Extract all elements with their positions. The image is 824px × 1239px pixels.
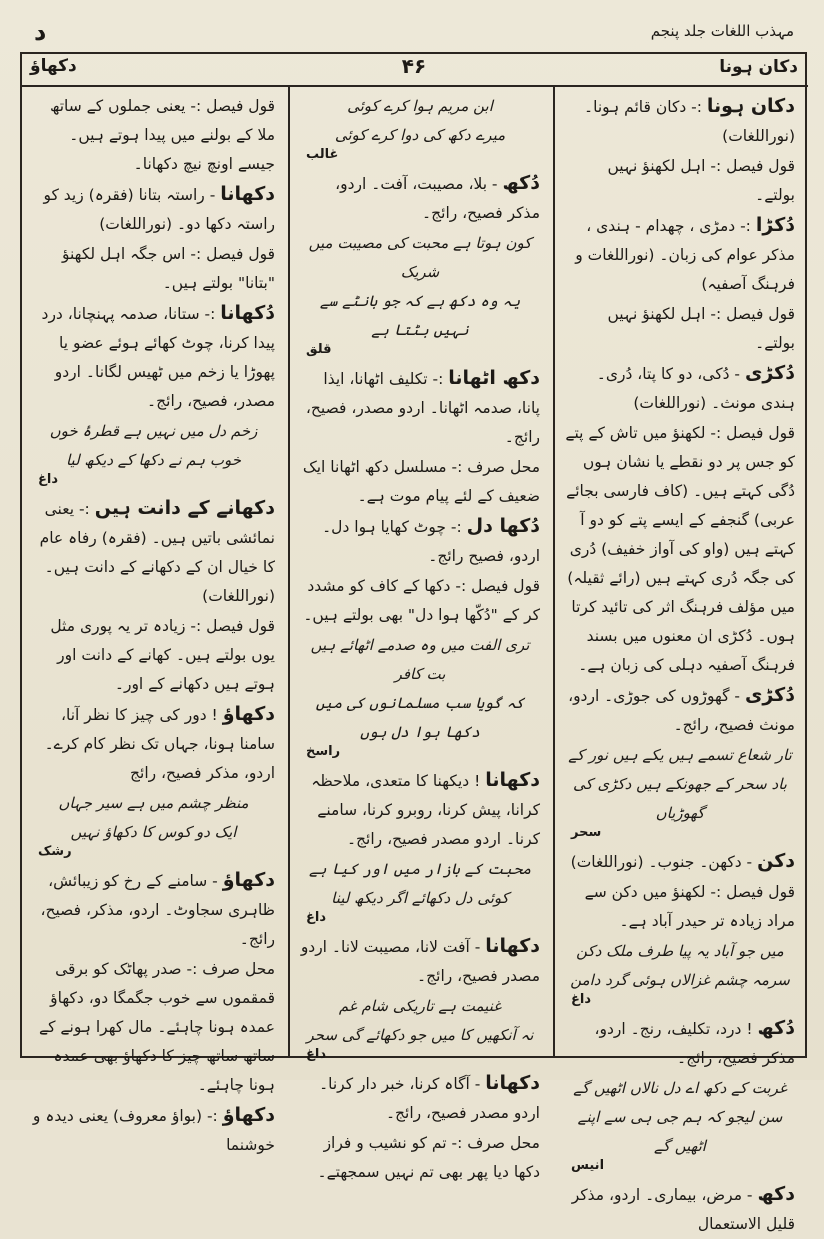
headword: دکان ہونا — [706, 95, 795, 117]
series-title: مہذب اللغات جلد پنجم — [650, 22, 794, 40]
running-header — [20, 54, 808, 84]
headword: دکھاؤ — [222, 1104, 275, 1126]
definition: :- یعنی نمائشی باتیں ہیں۔ (فقرہ) رفاہ عام کا خیال ان کے دکھانے کے دانت ہیں۔ (نوراللغات) — [39, 500, 275, 605]
verse-line: تری الفت میں وہ صدمے اٹھائے ہیں بت کافر — [310, 636, 530, 683]
poet-name: انیس — [571, 1158, 605, 1173]
dictionary-entry — [300, 1069, 540, 1128]
definition: ! دیکھنا کا متعدی، ملاحظہ کرانا، پیش کرنا، روبرو کرنا، سامنے کرنا۔ اردو مصدر فصیح، رائج۔ — [311, 772, 540, 848]
verse-line: کہ گویا سب مسلمانوں کی میں دکھا ہوا دل ہوں — [315, 694, 525, 741]
dictionary-entry — [300, 932, 540, 991]
dictionary-entry — [565, 847, 795, 877]
headword: دکن — [757, 850, 795, 872]
headword: دُکھا دل — [466, 515, 540, 537]
dictionary-entry — [32, 866, 275, 954]
poet-name: راسخ — [306, 744, 341, 759]
top-strip — [20, 18, 804, 50]
note-text: قول فیصل :- زیادہ تر یہ پوری مثل یوں بولتے ہیں۔ کھانے کے دانت اور ہوتے ہیں دکھانے کے اور۔ — [50, 617, 275, 693]
dictionary-entry — [565, 681, 795, 740]
headword: دکھاؤ — [222, 703, 275, 725]
verse-line: زخم دل میں نہیں ہے قطرۂ خوں — [49, 422, 258, 440]
verse-line: تار شعاع تسمے ہیں یکے ہیں نور کے — [568, 746, 792, 764]
dictionary-entry — [32, 1101, 275, 1160]
poet-name: داغ — [306, 1047, 327, 1062]
headword: دکھانا — [220, 183, 275, 205]
verse-line: خوب ہم نے دکھا کے دیکھ لیا — [65, 451, 241, 469]
poet-name: قلق — [306, 342, 332, 357]
poet-name: داغ — [306, 910, 327, 925]
note-text: قول فیصل :- یعنی جملوں کے ساتھ ملا کے بولنے میں پیدا ہوتے ہیں۔ جیسے اونچ نیچ دکھانا۔ — [49, 97, 275, 173]
poet-name: غالب — [306, 147, 339, 162]
note-text: محل صرف :- تم کو نشیب و فراز دکھا دیا پھر بھی تم نہیں سمجھتے۔ — [317, 1134, 540, 1181]
column-right — [555, 88, 807, 1233]
definition: :- دمڑی ، چھدام - ہندی ، مذکر عوام کی زبان۔ (نوراللغات و فرہنگ آصفیہ) — [575, 217, 795, 293]
definition: - گھوڑوں کی جوڑی۔ اردو، مونث فصیح، رائج۔ — [568, 687, 795, 734]
headword: دکھانا — [485, 935, 540, 957]
headword: دُکھ — [502, 172, 540, 194]
page-letter: د — [34, 18, 47, 46]
dictionary-entry — [565, 1180, 795, 1239]
definition: - دکھن۔ جنوب۔ (نوراللغات) — [570, 853, 753, 871]
dictionary-entry — [565, 1014, 795, 1073]
headword: دکھانا — [485, 1072, 540, 1094]
dictionary-entry — [32, 180, 275, 239]
definition: :- ستانا، صدمہ پہنچانا، درد پیدا کرنا، چوٹ کھائے ہوئے عضو یا پھوڑا یا زخم میں ٹھیس لگانا۔ اردو مصدر، فصیح، رائج۔ — [41, 305, 275, 410]
dictionary-entry — [565, 211, 795, 299]
definition: - راستہ بتانا (فقرہ) زید کو راستہ دکھا دو۔ (نوراللغات) — [43, 186, 275, 233]
headword: دکھ — [757, 1183, 795, 1205]
dictionary-entry — [300, 364, 540, 452]
poet-name: داغ — [571, 992, 592, 1007]
definition: :- دکان قائم ہونا۔ (نوراللغات) — [584, 98, 795, 145]
verse-line: سرمہ چشم غزالاں ہوئی گرد دامن — [570, 971, 790, 989]
verse-line: نہ آنکھیں کا میں جو دکھائے گی سحر — [306, 1026, 534, 1044]
dictionary-entry — [32, 299, 275, 416]
note-text: محل صرف :- مسلسل دکھ اٹھانا ایک ضعیف کے لئے پیام موت ہے۔ — [302, 458, 540, 505]
headword: دکھانا — [485, 769, 540, 791]
poet-name: سحر — [571, 825, 602, 840]
dictionary-entry — [300, 169, 540, 228]
verse-line: ایک دو کوس کا دکھاؤ نہیں — [70, 823, 237, 841]
verse-line: میں جو آباد یہ پیا طرف ملک دکن — [576, 942, 784, 960]
dictionary-entry — [32, 494, 275, 611]
right-catchword: دکان ہونا — [719, 57, 798, 77]
headword: دُکڑی — [744, 362, 795, 384]
headword: دُکڑی — [744, 684, 795, 706]
note-text: قول فیصل :- لکھنؤ میں تاش کے پتے کو جس پر دو نقطے یا نشان ہوں دُگی کہتے ہیں۔ (کاف فارسی بجائے عربی) گنجفے کے ایسے پتے کو دو آ کہتے ہیں (واو کی آواز خفیف) دُری کی جگہ دُری کہتے ہیں (رائے ثقیلہ) میں مؤلف فرہنگ اثر کی تائید کرتا ہوں۔ دُکڑی ان معنوں میں بسند فرہنگ آصفیہ دہلی کی زبان ہے۔ — [565, 424, 795, 674]
verse-line: منظر چشم میں ہے سیر جہاں — [58, 794, 249, 812]
dictionary-entry — [565, 359, 795, 418]
note-text: قول فیصل :- دکھا کے کاف کو مشدد کر کے "دُکّھا ہوا دل" بھی بولتے ہیں۔ — [303, 577, 540, 624]
definition: - آگاہ کرنا، خبر دار کرنا۔ اردو مصدر فصیح، رائج۔ — [319, 1075, 540, 1122]
dictionary-entry — [565, 92, 795, 151]
dictionary-entry — [300, 766, 540, 854]
poet-name: رشک — [38, 844, 72, 859]
header-divider — [20, 85, 808, 87]
headword: دکھاؤ — [222, 869, 275, 891]
definition: ! دور کی چیز کا نظر آنا، سامنا ہونا، جہاں تک نظر کام کرے۔ اردو، مذکر فصیح، رائج — [44, 706, 275, 782]
headword: دُکھ — [757, 1017, 795, 1039]
note-text: قول فیصل :- اس جگہ اہل لکھنؤ "بتانا" بولتے ہیں۔ — [61, 245, 275, 292]
definition: :- (بواؤ معروف) یعنی دیدہ و خوشنما — [32, 1107, 275, 1154]
column-middle — [290, 88, 552, 1181]
definition: - سامنے کے رخ کو زیبائش، ظاہری سجاوٹ۔ اردو، مذکر، فصیح، رائج۔ — [40, 872, 275, 948]
verse-line: سن لیجو کہ ہم جی ہی سے اپنے اٹھیں گے — [577, 1108, 783, 1155]
verse-line: ابن مریم ہوا کرے کوئی — [347, 97, 493, 115]
definition: - دُکی، دو کا پتا، دُری۔ ہندی مونث۔ (نوراللغات) — [596, 365, 795, 412]
verse-line: کوئی دل دکھائے اگر دیکھ لینا — [331, 889, 509, 907]
dictionary-entry — [300, 512, 540, 571]
column-left — [22, 88, 287, 1154]
verse-line: کون ہوتا ہے محبت کی مصیبت میں شریک — [308, 234, 532, 281]
verse-line: محبت کے بازار میں اور کیا ہے — [309, 860, 531, 878]
verse-line: باد سحر کے جھونکے ہیں دکڑی کی گھوڑیاں — [573, 775, 787, 822]
note-text: محل صرف :- صدر پھاٹک کو برقی قمقموں سے خوب جگمگا دو، دکھاؤ عمدہ ہونا چاہئے۔ مال کھرا ہونے کے ساتھ ساتھ چیز کا دکھاؤ بھی عمدہ ہونا چاہئے۔ — [39, 960, 275, 1094]
dictionary-entry — [32, 700, 275, 788]
verse-line: میرے دکھ کی دوا کرے کوئی — [334, 126, 506, 144]
headword: دُکڑا — [755, 214, 795, 236]
verse-line: یہ وہ دکھ ہے کہ جو بانٹے سے نہیں بٹتا ہے — [319, 292, 521, 339]
left-catchword: دکھاؤ — [30, 56, 77, 76]
page-number: ۴۶ — [401, 54, 427, 78]
definition: - بلا، مصیبت، آفت۔ اردو، مذکر فصیح، رائج۔ — [335, 175, 540, 222]
note-text: قول فیصل :- اہل لکھنؤ نہیں بولتے۔ — [607, 157, 795, 204]
note-text: قول فیصل :- اہل لکھنؤ نہیں بولتے۔ — [607, 305, 795, 352]
note-text: قول فیصل :- لکھنؤ میں دکن سے مراد زیادہ تر حیدر آباد ہے۔ — [584, 883, 795, 930]
definition: - آفت لانا، مصیبت لانا۔ اردو مصدر فصیح، رائج۔ — [300, 938, 540, 985]
definition: :- چوٹ کھایا ہوا دل۔ اردو، فصیح رائج۔ — [322, 518, 540, 565]
definition: ! درد، تکلیف، رنج۔ اردو، مذکر فصیح، رائج۔ — [594, 1020, 795, 1067]
headword: دُکھانا — [220, 302, 275, 324]
verse-line: غنیمت ہے تاریکی شام غم — [338, 997, 502, 1015]
definition: :- تکلیف اٹھانا، ایذا پانا، صدمہ اٹھانا۔ اردو مصدر، فصیح، رائج۔ — [305, 370, 540, 446]
verse-line: غربت کے دکھ اے دل نالاں اٹھیں گے — [573, 1079, 787, 1097]
poet-name: داغ — [38, 472, 59, 487]
definition: - مرض، بیماری۔ اردو، مذکر قلیل الاستعمال — [571, 1186, 795, 1233]
headword: دکھ اٹھانا — [448, 367, 540, 389]
headword: دکھانے کے دانت ہیں — [94, 497, 275, 519]
